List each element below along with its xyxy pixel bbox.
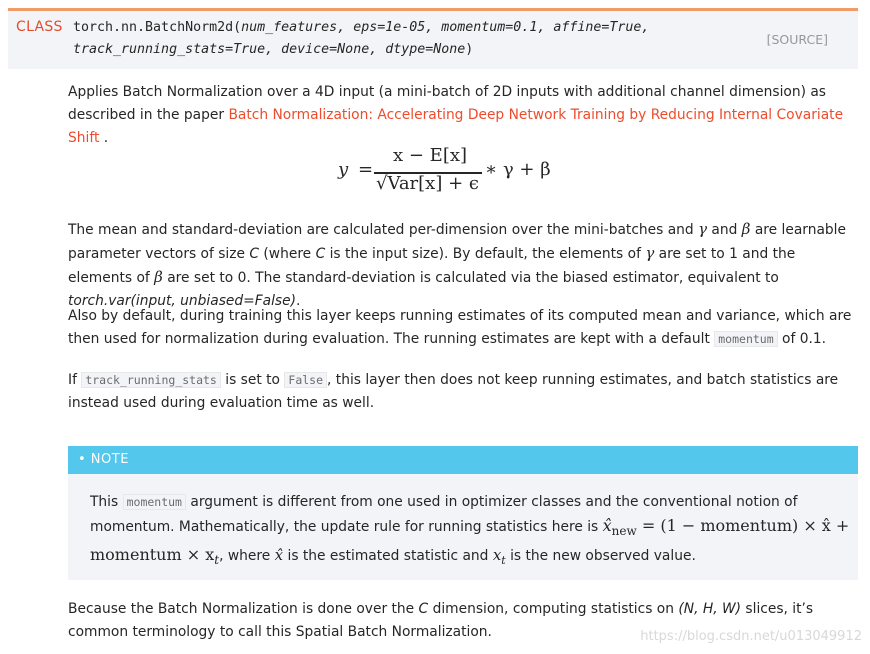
watermark: https://blog.csdn.net/u013049912 bbox=[640, 629, 862, 644]
formula-rest: ∗ γ + β bbox=[485, 159, 551, 180]
note-paragraph bbox=[90, 491, 850, 572]
text: If bbox=[68, 372, 82, 388]
math-xhat: x̂ bbox=[274, 545, 284, 564]
note-body bbox=[68, 474, 858, 580]
signature-params-2: track_running_stats=True, device=None, dtype=None bbox=[73, 42, 466, 57]
text: , where bbox=[219, 547, 275, 564]
torch-var-reference: torch.var(input, unbiased=False) bbox=[68, 293, 296, 309]
intro-text: Applies Batch Normalization over a 4D input (a mini-batch of 2D inputs with additional channel dimension) as described in the paper bbox=[68, 84, 826, 123]
formula-numerator: x − E[x] bbox=[393, 145, 468, 166]
paper-link[interactable]: Batch Normalization: Accelerating Deep Network Training by Reducing Internal Covariate Shift bbox=[68, 107, 844, 146]
text: is the new observed value. bbox=[505, 547, 696, 564]
intro-paragraph bbox=[68, 81, 860, 150]
math-c: C bbox=[418, 601, 429, 617]
signature-line-1 bbox=[73, 20, 649, 35]
class-keyword: CLASS bbox=[16, 19, 63, 35]
running-estimates-paragraph bbox=[68, 305, 860, 351]
batchnorm-formula bbox=[330, 142, 570, 202]
text: Also by default, during training this layer keeps running estimates of its computed mean and variance, which are then used for normalization during evaluation. The running estimates are kept with a default bbox=[68, 308, 852, 347]
text: (where bbox=[259, 246, 316, 262]
math-xt: x bbox=[492, 545, 502, 564]
intro-text-end: . bbox=[99, 130, 109, 146]
math-update-rule: = (1 − momentum) × x̂ + momentum × x bbox=[90, 516, 850, 564]
math-beta: β bbox=[154, 268, 163, 286]
text: Because the Batch Normalization is done over the bbox=[68, 601, 419, 617]
text: This bbox=[90, 494, 123, 510]
signature-close-paren: ) bbox=[465, 42, 474, 57]
class-name: torch.nn.BatchNorm2d( bbox=[73, 20, 242, 35]
text: is the input size). By default, the elements of bbox=[325, 246, 646, 262]
math-c: C bbox=[315, 246, 326, 262]
math-dims: (N, H, W) bbox=[678, 601, 742, 617]
math-sub-t: t bbox=[214, 552, 220, 567]
text: of 0.1. bbox=[777, 331, 827, 347]
source-link[interactable]: [SOURCE] bbox=[766, 32, 828, 47]
math-sub-t: t bbox=[501, 553, 506, 567]
math-beta: β bbox=[741, 220, 751, 238]
signature-params-1: num_features, eps=1e-05, momentum=0.1, affine=True, bbox=[241, 20, 650, 35]
code-track-running-stats: track_running_stats bbox=[81, 372, 221, 388]
text: , this layer then does not keep running estimates, and batch statistics are instead used during evaluation time as well. bbox=[68, 372, 839, 411]
text: are set to 1 and the elements of bbox=[68, 246, 796, 286]
class-signature bbox=[8, 8, 858, 69]
text: . bbox=[296, 293, 301, 309]
text: The mean and standard-deviation are calculated per-dimension over the mini-batches and bbox=[68, 222, 699, 238]
code-false: False bbox=[284, 372, 327, 388]
text: is the estimated statistic and bbox=[283, 547, 493, 564]
track-stats-paragraph bbox=[68, 369, 860, 415]
math-xhat-new: x̂ bbox=[602, 516, 612, 535]
text: are set to 0. The standard-deviation is calculated via the biased estimator, equivalent to bbox=[162, 270, 779, 286]
text: are learnable parameter vectors of size bbox=[68, 222, 847, 262]
text: dimension, computing statistics on bbox=[428, 601, 679, 617]
math-gamma: γ bbox=[698, 220, 708, 238]
text: argument is different from one used in optimizer classes and the conventional notion of momentum. Mathematically, the update rule for running statistics here is bbox=[90, 494, 798, 535]
text: is set to bbox=[220, 372, 285, 388]
code-momentum: momentum bbox=[714, 331, 777, 347]
text: slices, it’s common terminology to call this Spatial Batch Normalization. bbox=[68, 601, 814, 640]
math-c: C bbox=[249, 246, 260, 262]
signature-line-2 bbox=[73, 42, 473, 57]
note-header: • NOTE bbox=[68, 446, 858, 474]
text: and bbox=[707, 222, 742, 238]
formula-denominator: √Var[x] + ϵ bbox=[376, 173, 479, 194]
math-sub-new: new bbox=[611, 523, 637, 538]
mean-std-paragraph bbox=[68, 218, 860, 313]
code-momentum: momentum bbox=[123, 494, 186, 510]
formula-lhs: y bbox=[338, 159, 349, 180]
formula-eq: = bbox=[358, 159, 374, 180]
math-gamma: γ bbox=[645, 244, 655, 262]
